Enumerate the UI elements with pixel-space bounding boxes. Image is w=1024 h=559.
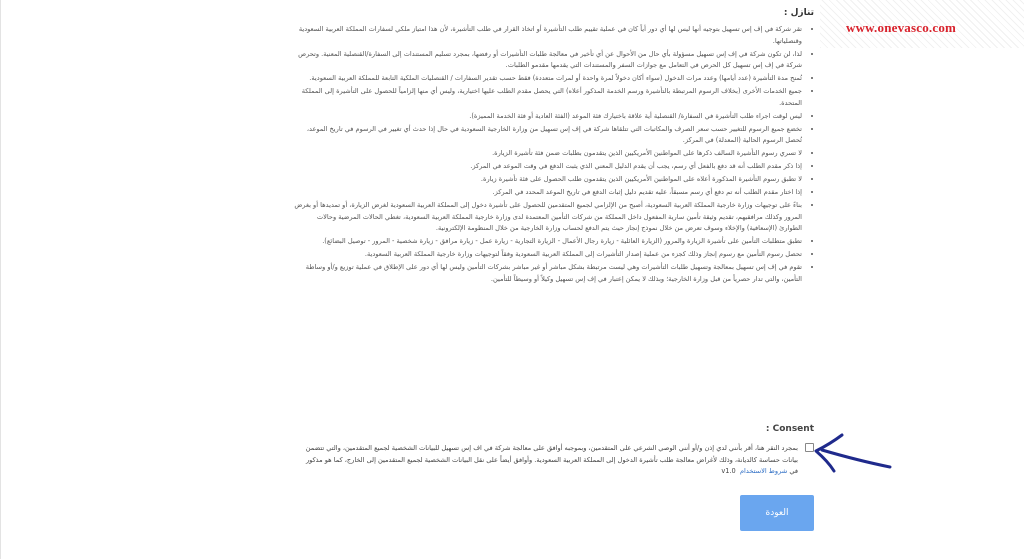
waiver-heading: تنازل : [783, 8, 814, 18]
consent-text [302, 443, 798, 478]
waiver-item: • لا تطبق رسوم التأشيرة المذكورة أعلاه على المواطنين الأمريكيين الذين يتقدمون طلب الحصول على فئة تأشيرة زيارة. [294, 174, 802, 186]
waiver-item: • جميع الخدمات الأخرى (بخلاف الرسوم المرتبطة بالتأشيرة ورسم الخدمة المذكور أعلاه) التي يحصل مقدم الطلب عليها اختيارية، وليس أي منها إلزامياً للحصول على التأشيرة إلى المملكة المتحدة. [294, 86, 802, 109]
consent-row [302, 443, 814, 478]
watermark-logo-text: www.onevasco.com [846, 20, 957, 35]
waiver-item: • لذا، لن تكون شركة في إف إس تسهيل مسؤولة بأي حال من الأحوال عن أي تأخير في معالجة طلبات التأشيرات أو رفضها، بمجرد تسليم المستندات إلى السفارة/القنصلية المعنية. وتحرص شركة في إف إس تسهيل كل الحرص في التعامل مع جوازات السفر والمستندات التي يقدمها مقدمو الطلبات. [294, 49, 802, 72]
waiver-item: • إذا اختار مقدم الطلب أنه تم دفع أي رسم مسبقاً، عليه تقديم دليل إثبات الدفع في تاريخ الموعد المحدد في المركز. [294, 187, 802, 199]
waiver-item: • تقوم في إف إس تسهيل بمعالجة وتسهيل طلبات التأشيرات وهي ليست مرتبطة بشكل مباشر أو غير مباشر بشركات التأمين وليس لها أي دور على الإطلاق في عملية توزيع و/أو وساطة التأمين، والتي تدار حصرياً من قبل وزارة الخارجية؛ وبذلك لا يمكن إعتبار في إف إس تسهيل وكيلاً أو وسيطاً للتأمين. [294, 262, 802, 285]
hand-drawn-arrow-icon [800, 430, 900, 480]
waiver-item: • إذا ذكر مقدم الطلب أنه قد دفع بالفعل أي رسم، يجب أن يقدم الدليل المعني الذي يثبت الدفع في وقت الموعد في المركز. [294, 161, 802, 173]
waiver-item: • ليس لوقت اجراء طلب التأشيرة في السفارة/ القنصلية أية علاقة باختيارك فئة الموعد (الفئة العادية أو فئة الخدمة المميزة). [294, 111, 802, 123]
waiver-item: • لا تسري رسوم التأشيرة السالف ذكرها على المواطنين الأمريكيين الذين يتقدمون بطلبات ضمن فئة تأشيرة الزيارة. [294, 148, 802, 160]
consent-title: Consent : [765, 424, 814, 434]
waiver-item: • بناءً على توجيهات وزارة خارجية المملكة العربية السعودية، أصبح من الإلزامي لجميع المتقدمين للحصول على تأشيرة دخول إلى المملكة العربية السعودية لغرض الزيارة، أو تمديدها أو بغرض المرور وكذلك مرافقيهم، تقديم وثيقة تأمين سارية المفعول داخل المملكة من شركات التأمين المعتمدة لدى وزارة خارجية المملكة العربية السعودية، تغطي الحالات المرضية وحالات الطوارئ (الإسعافية) والإخلاء وسوف تعرض من خلال نموذج إنجاز حيث يتم الدفع لحساب وزارة الخارجية من خلال المنظومة الإلكترونية. [294, 200, 802, 235]
consent-page [294, 0, 814, 559]
waiver-item: • تُمنح مدة التأشيرة (عدد أيامها) وعدد مرات الدخول (سواء أكان دخولاً لمرة واحدة أو لمرات متعددة) فقط حسب تقدير السفارات / القنصليات الملكية التابعة للمملكة العربية السعودية. [294, 73, 802, 85]
page-left-border [0, 0, 1, 559]
back-button[interactable]: العودة [740, 495, 814, 531]
waiver-item: • تطبق متطلبات التأمين على تأشيرة الزيارة والمرور (الزيارة العائلية - زيارة رجال الأعمال - الزيارة التجارية - زيارة عمل - زيارة مرافق - زيارة شخصية - المرور - توصيل البضائع). [294, 236, 802, 248]
waiver-item: • تحصل رسوم التأمين مع رسوم إنجاز وذلك كجزء من عملية إصدار التأشيرات إلى المملكة العربية السعودية وفقاً لتوجيهات وزارة خارجية المملكة العربية السعودية. [294, 249, 802, 261]
consent-statement: بمجرد النقر هنا، أقر بأنني لدي إذن و/أو أنني الوصي الشرعي على المتقدمين، وبموجبه أوافق على معالجة شركة في اف إس تسهيل للبيانات الشخصية لجميع المتقدمين، والتي تتضمن بيانات حساسة كالديانة، وذلك لأغراض معالجة طلب تأشيرة الدخول إلى المملكة العربية السعودية. وأوافق أيضاً على نقل البيانات الشخصية لجميع المتقدمين إلى الخارج، كما هو مذكور في [305, 444, 798, 476]
waiver-item: • تقر شركة في إف إس تسهيل بتوجيه أنها ليس لها أي دور أياً كان في عملية تقييم طلب التأشيرة أو اتخاذ القرار في طلب التأشيرة، لأن هذا امتياز ملكي لسفارات المملكة العربية السعودية وقنصلياتها. [294, 24, 802, 47]
consent-version: v1.0 [721, 467, 736, 476]
terms-of-use-link[interactable]: شروط الاستخدام [739, 467, 788, 476]
waiver-terms-list [294, 24, 814, 287]
waiver-item: • تخضع جميع الرسوم للتغيير حسب سعر الصرف والمكاتبات التي تتلقاها شركة في إف إس تسهيل من وزارة الخارجية السعودية في حال إذا حدث أي تغيير في الرسوم في تاريخ الموعد، تُحصل الرسوم الحالية (المعدلة) في المركز. [294, 124, 802, 147]
